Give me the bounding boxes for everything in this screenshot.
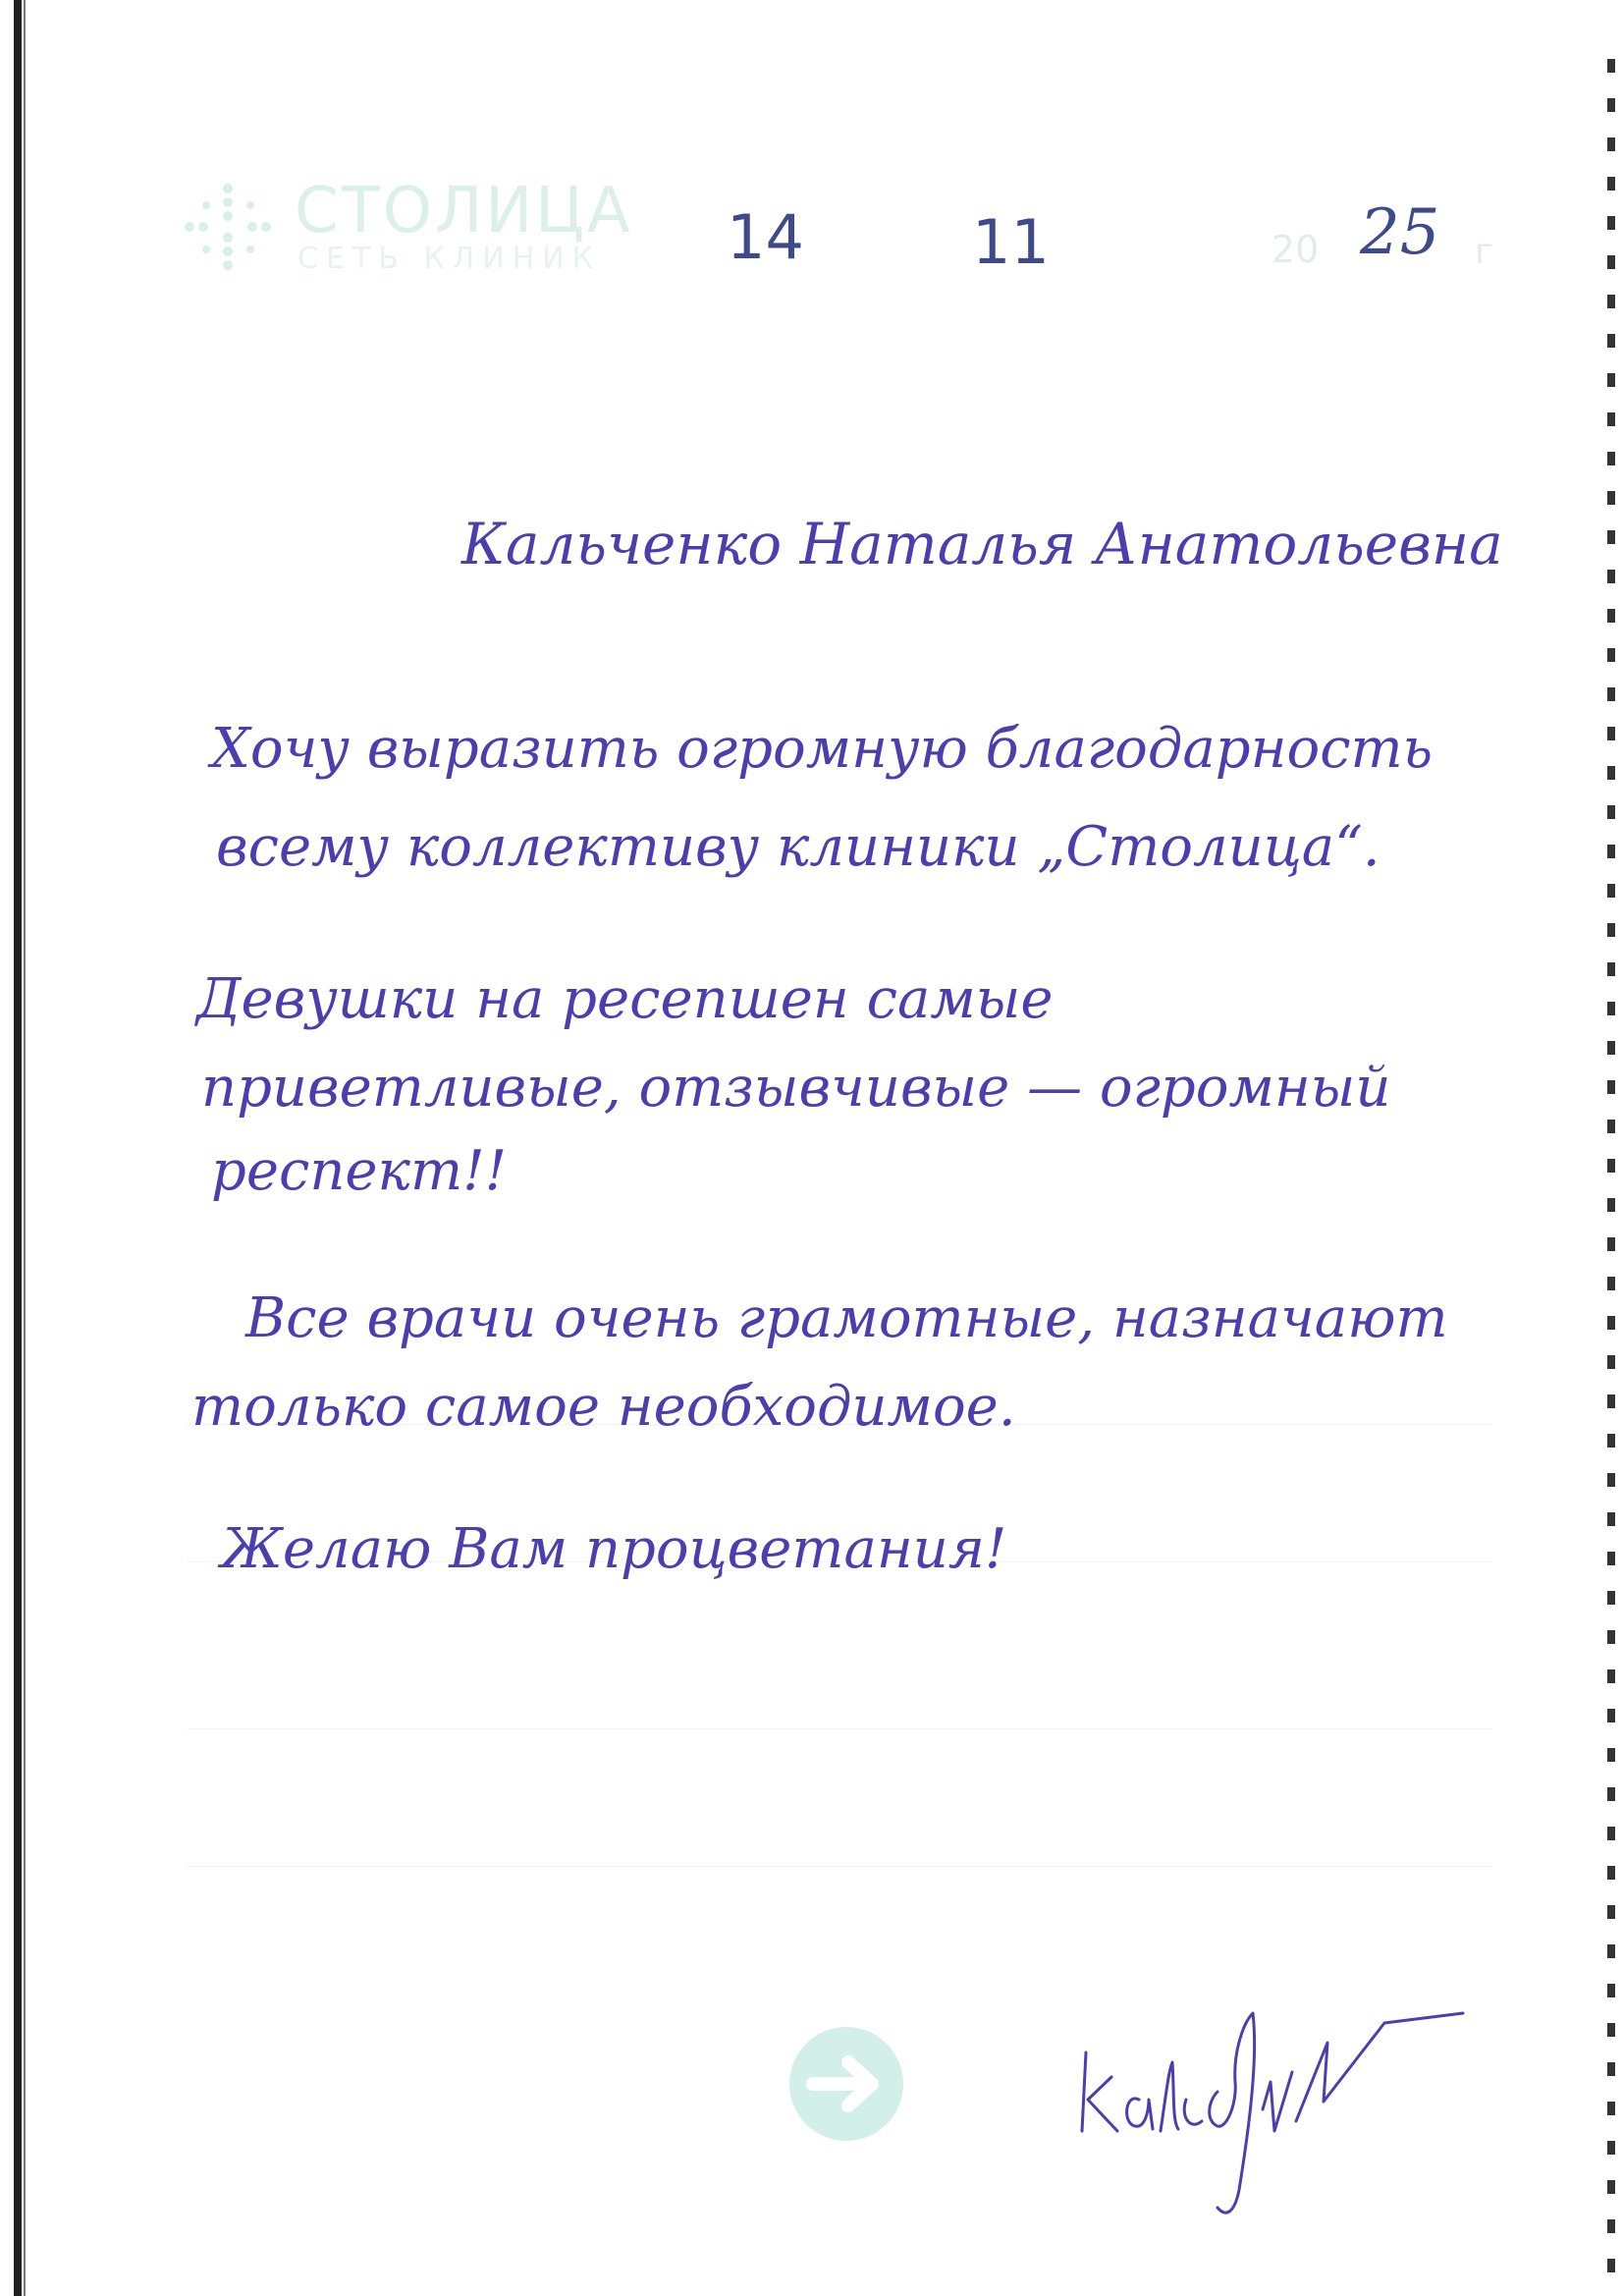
ruled-line [187,1866,1492,1867]
logo-dots-icon [182,181,275,274]
handwritten-signature [1070,1984,1483,2229]
body-line: приветливые, отзывчивые — огромный [201,1056,1391,1120]
logo-name: СТОЛИЦА [295,175,633,247]
body-line: Девушки на ресепшен самые [196,967,1054,1031]
body-line: только самое необходимое. [191,1375,1016,1439]
scan-edge-right [1607,59,1615,2278]
body-line: Все врачи очень грамотные, назначают [245,1286,1448,1350]
date-year-suffix: г [1475,232,1493,272]
arrow-circle-icon [785,2023,908,2146]
body-line: респект!! [211,1139,508,1203]
ruled-line [187,1728,1492,1729]
logo-subtitle: СЕТЬ КЛИНИК [298,242,601,276]
clinic-logo [182,175,643,283]
scan-edge-left-thin [24,0,26,2296]
date-month: 11 [972,206,1050,278]
date-day: 14 [727,201,804,273]
body-line: Желаю Вам процветания! [221,1517,1007,1581]
date-year: 25 [1360,196,1440,269]
body-line: Хочу выразить огромную благодарность [211,717,1434,781]
body-line: всему коллективу клиники „Столица“. [216,815,1380,879]
scan-edge-left [14,0,22,2296]
author-name: Кальченко Наталья Анатольевна [461,511,1503,577]
date-year-prefix: 20 [1271,228,1320,271]
